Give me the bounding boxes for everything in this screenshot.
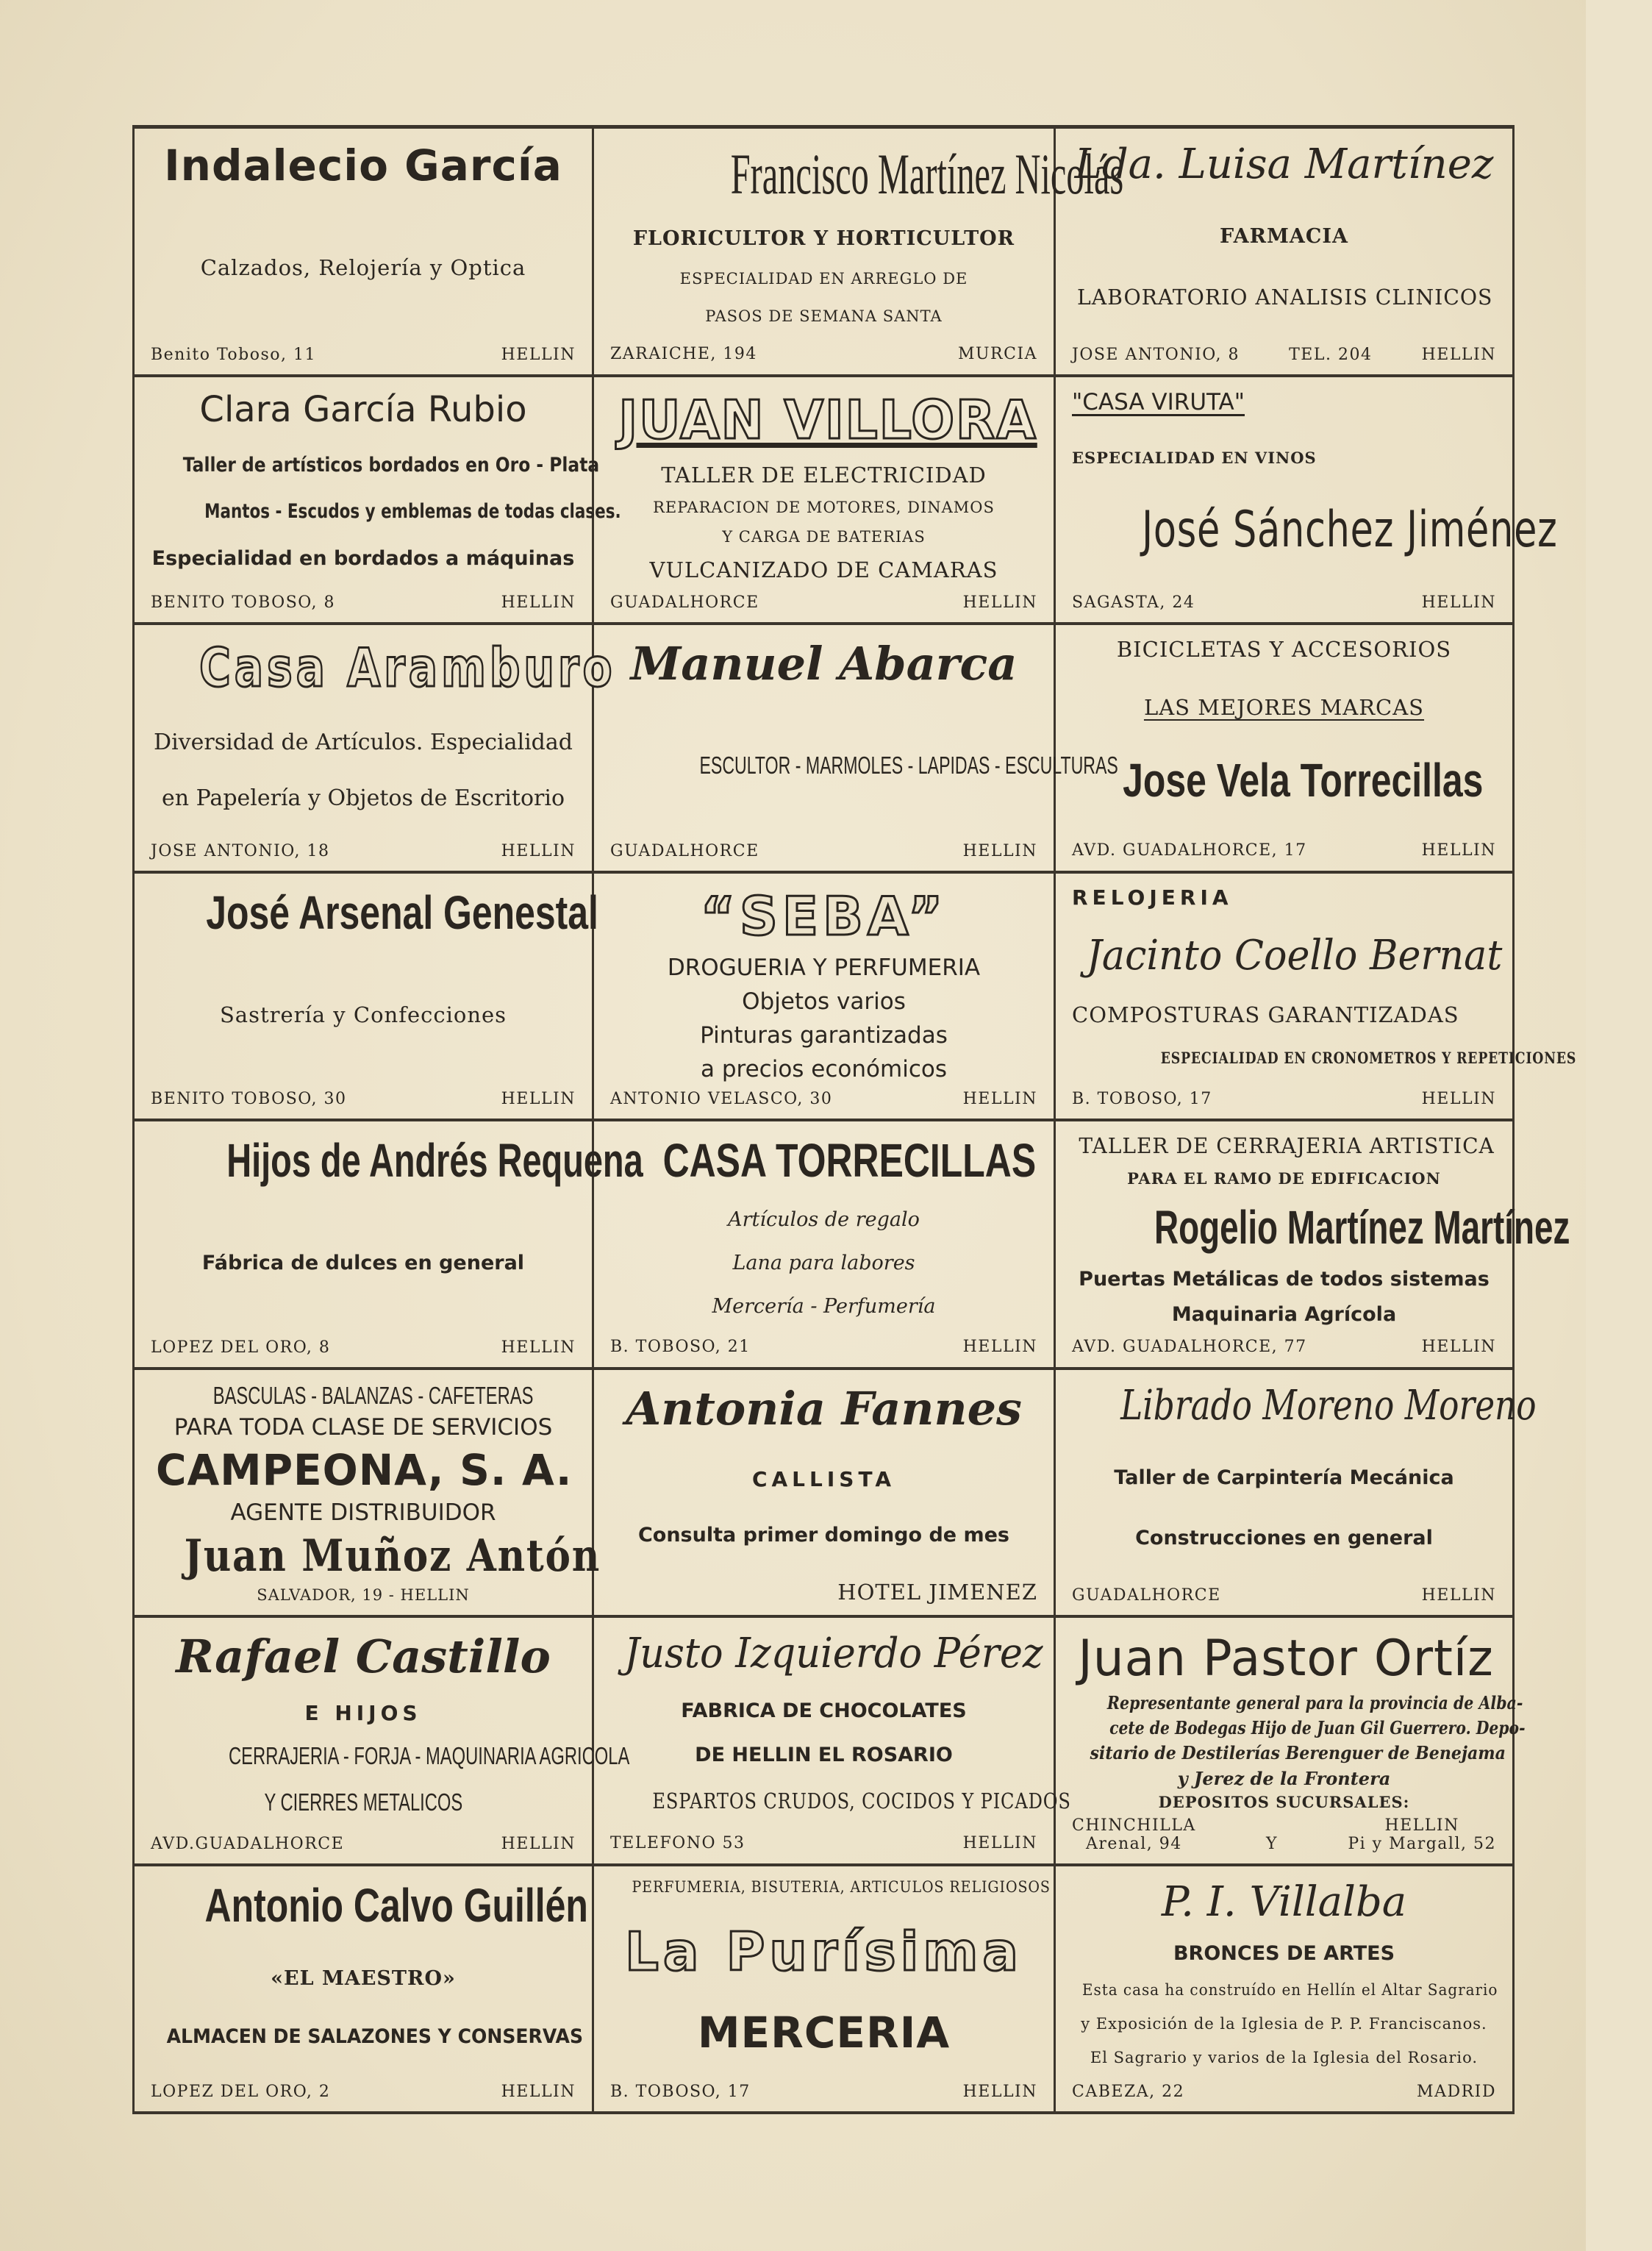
line-text: ALMACEN DE SALAZONES Y CONSERVAS: [166, 2025, 584, 2048]
ad-address-row: [610, 1338, 1037, 1356]
ad-juan-villora: [594, 377, 1056, 626]
business-name-text: Jose Vela Torrecillas: [1123, 754, 1484, 807]
ad-text-line: [1072, 1942, 1496, 1966]
ad-text-line: [610, 1699, 1037, 1723]
ad-text-line: [610, 1056, 1037, 1083]
ad-address: AVD. GUADALHORCE, 77: [1072, 1338, 1307, 1357]
ad-branches-row: [1072, 1816, 1496, 1853]
business-name-text: Lda. Luisa Martínez: [1074, 140, 1494, 188]
ad-text-line: [1072, 695, 1496, 720]
ad-campeona: [132, 1370, 601, 1619]
ad-text-line: [1072, 1133, 1496, 1158]
ad-justo-izquierdo-perez: [594, 1618, 1071, 1866]
ad-text-line: [610, 270, 1037, 288]
ad-text-line: [610, 1580, 1037, 1605]
branch-address: Arenal, 94: [1086, 1834, 1182, 1853]
ad-text-line: [610, 557, 1037, 582]
line-text: ESPECIALIDAD EN VINOS: [1072, 448, 1317, 467]
line-text: PERFUMERIA, BISUTERIA, ARTICULOS RELIGIOSOS: [632, 1877, 1051, 1896]
ad-text-line: [1072, 2015, 1496, 2033]
ad-address: TELEFONO 53: [610, 1834, 745, 1853]
business-name-text: Jacinto Coello Bernat: [1086, 931, 1503, 980]
line-text: Juan Muñoz Antón: [184, 1530, 601, 1582]
ad-text-line: [1072, 1794, 1496, 1812]
line-text: Mercería - Perfumería: [712, 1294, 936, 1318]
line-text: LABORATORIO ANALISIS CLINICOS: [1076, 284, 1493, 310]
line-text: «EL MAESTRO»: [271, 1967, 456, 1991]
line-text: El Sagrario y varios de la Iglesia del Rosario.: [1090, 2048, 1478, 2066]
line-text: ESCULTOR - MARMOLES - LAPIDAS - ESCULTURAS: [699, 752, 1118, 780]
ad-town: HELLIN: [501, 1338, 576, 1357]
ad-address-row: [610, 1090, 1037, 1108]
ad-text-line: [610, 2008, 1037, 2058]
ad-casa-torrecillas: [594, 1121, 1056, 1370]
line-text: sitario de Destilerías Berenguer de Benejama: [1090, 1742, 1506, 1764]
business-name-text: Casa Aramburo: [199, 637, 616, 699]
ad-business-name: [1072, 1200, 1570, 1256]
line-text: Calzados, Relojería y Optica: [200, 255, 526, 281]
line-text: PARA TODA CLASE DE SERVICIOS: [174, 1413, 553, 1441]
ad-address-row: [151, 593, 576, 612]
ad-town: HELLIN: [1421, 1585, 1496, 1605]
ad-business-name: [610, 1382, 1037, 1435]
business-name-text: Clara García Rubio: [199, 388, 527, 430]
ad-address: GUADALHORCE: [610, 841, 759, 860]
business-name-text: Juan Pastor Ortíz: [1078, 1630, 1494, 1688]
ad-text-line: [151, 785, 576, 811]
line-text: COMPOSTURAS GARANTIZADAS: [1072, 1002, 1459, 1027]
business-name-text: Francisco Martínez Nicolás: [730, 142, 1124, 206]
line-text: Esta casa ha construído en Hellín el Altar Sagrario: [1081, 1980, 1498, 1999]
ad-business-name: [610, 637, 1037, 691]
ad-antonio-calvo-guillen: [132, 1866, 594, 2115]
ad-address: ZARAICHE, 194: [610, 345, 757, 364]
business-name-text: CAMPEONA, S. A.: [155, 1444, 573, 1495]
ad-text-line: [610, 307, 1037, 326]
ad-text-line: [1072, 2049, 1496, 2067]
advertisement-grid: [132, 125, 1577, 2114]
ad-address-row: [1072, 346, 1496, 364]
business-name-text: “SEBA”: [700, 885, 948, 947]
ad-business-name: [151, 637, 616, 699]
business-name-text: Hijos de Andrés Requena: [226, 1134, 643, 1187]
ad-address: BENITO TOBOSO, 8: [151, 593, 335, 612]
line-text: VULCANIZADO DE CAMARAS: [649, 557, 998, 582]
line-text: MERCERIA: [697, 2008, 951, 2058]
ad-text-line: [151, 1742, 630, 1771]
ad-address-row: [610, 593, 1037, 612]
line-text: CALLISTA: [751, 1467, 896, 1492]
ad-casa-viruta: [1056, 377, 1558, 626]
ad-address: B. TOBOSO, 17: [610, 2082, 751, 2101]
branch-chinchilla: [1072, 1816, 1196, 1853]
ad-business-name: [610, 389, 1037, 452]
ad-address: JOSE ANTONIO, 18: [151, 841, 330, 860]
ad-text-line: [1072, 1303, 1496, 1327]
ad-town: HELLIN: [962, 2082, 1037, 2101]
ad-francisco-martinez-nicolas: [594, 129, 1124, 377]
ad-hijos-de-andres-requena: [132, 1121, 643, 1370]
ad-town: MADRID: [1417, 2082, 1496, 2101]
ad-luisa-martinez: [1056, 129, 1515, 377]
ad-text-line: [1072, 449, 1496, 468]
ad-town: HELLIN: [962, 593, 1037, 612]
ad-town: HELLIN: [501, 841, 576, 860]
line-text: Representante general para la provincia de Alba-: [1106, 1692, 1523, 1714]
line-text: ESPECIALIDAD EN CRONOMETROS Y REPETICIONES: [1160, 1049, 1577, 1068]
ad-business-name: [151, 1878, 588, 1934]
ad-address-row: [151, 1090, 576, 1108]
ad-text-line: [151, 547, 576, 571]
ad-business-name: [610, 1921, 1037, 1983]
ad-address: ANTONIO VELASCO, 30: [610, 1089, 833, 1108]
business-name-text: Antonia Fannes: [626, 1381, 1022, 1435]
ad-business-name: [1072, 1878, 1496, 1927]
line-text: Especialidad en bordados a máquinas: [151, 546, 575, 570]
line-text: FLORICULTOR Y HORTICULTOR: [632, 227, 1015, 251]
ad-address-row: [1072, 841, 1496, 860]
ad-business-name: [151, 885, 598, 941]
ad-text-line: [610, 1877, 1051, 1897]
ad-town: HELLIN: [962, 841, 1037, 860]
line-text: Y CIERRES METALICOS: [264, 1788, 462, 1816]
ad-town: HELLIN: [501, 2083, 576, 2101]
business-name-text: CASA TORRECILLAS: [662, 1134, 1037, 1187]
ad-text-line: [151, 1701, 576, 1725]
ad-town: HELLIN: [1421, 1338, 1496, 1357]
branch-address: Pi y Margall, 52: [1348, 1834, 1496, 1853]
line-text: Taller de artísticos bordados en Oro - Plata: [182, 453, 600, 477]
line-text: y Exposición de la Iglesia de P. P. Franciscanos.: [1081, 2014, 1487, 2033]
business-name-text: Manuel Abarca: [630, 637, 1018, 691]
line-text: BICICLETAS Y ACCESORIOS: [1116, 637, 1452, 662]
ad-text-line: [151, 729, 576, 755]
ad-address-row: [610, 345, 1037, 363]
line-text: Pinturas garantizadas: [700, 1021, 948, 1049]
line-text: DEPOSITOS SUCURSALES:: [1158, 1792, 1410, 1811]
line-text: FABRICA DE CHOCOLATES: [681, 1699, 967, 1722]
line-text: Construcciones en general: [1135, 1526, 1433, 1549]
ad-text-line: [1072, 1049, 1577, 1068]
ad-address-row: [151, 1338, 576, 1357]
ad-text-line: [610, 227, 1037, 251]
line-text: SALVADOR, 19 - HELLIN: [257, 1586, 470, 1605]
ad-rogelio-martinez-martinez: [1056, 1121, 1570, 1370]
ad-business-name: [151, 389, 576, 431]
line-text: BRONCES DE ARTES: [1173, 1941, 1395, 1965]
ad-town: HELLIN: [501, 593, 576, 612]
line-text: Sastrería y Confecciones: [219, 1002, 507, 1028]
ad-text-line: [151, 255, 576, 280]
ad-business-name: [151, 140, 576, 190]
ad-text-line: [610, 1252, 1037, 1275]
line-text: Mantos - Escudos y emblemas de todas clases.: [204, 500, 621, 524]
ad-town: HELLIN: [962, 1834, 1037, 1853]
ad-text-line: [1072, 1527, 1496, 1550]
line-text: en Papelería y Objetos de Escritorio: [161, 785, 565, 812]
ad-address-row: [1072, 1090, 1496, 1108]
ad-address: JOSE ANTONIO, 8: [1072, 345, 1240, 364]
line-text: Y CARGA DE BATERIAS: [722, 527, 926, 546]
ad-address-row: [151, 2083, 576, 2101]
ad-text-line: [1072, 1268, 1496, 1291]
line-text: PARA EL RAMO DE EDIFICACION: [1127, 1169, 1441, 1188]
ad-indalecio-garcia: [132, 129, 594, 377]
ad-seba: [594, 874, 1056, 1122]
ad-text-line: [151, 2025, 584, 2049]
line-text: PASOS DE SEMANA SANTA: [705, 307, 943, 326]
ad-address-row: [610, 842, 1037, 860]
ad-address-row: [1072, 593, 1496, 612]
line-text: Maquinaria Agrícola: [1171, 1302, 1397, 1326]
ad-text-line: [1072, 1002, 1496, 1027]
line-text: Fábrica de dulces en general: [201, 1252, 525, 1275]
line-text: cete de Bodegas Hijo de Juan Gil Guerrero. Depo-: [1109, 1717, 1526, 1739]
ad-text-line: [610, 1208, 1037, 1232]
ad-text-line: [151, 1382, 576, 1410]
branch-town: HELLIN: [1384, 1816, 1459, 1835]
ad-business-name: [1072, 140, 1496, 189]
ad-text-line: [151, 500, 621, 524]
ad-town: HELLIN: [501, 1834, 576, 1853]
ad-business-name: [1072, 501, 1558, 560]
ad-business-name: [151, 1133, 643, 1189]
line-text: DE HELLIN EL ROSARIO: [695, 1744, 953, 1767]
line-text: LAS MEJORES MARCAS: [1143, 695, 1425, 721]
ad-address: B. TOBOSO, 21: [610, 1338, 751, 1357]
ad-town: HELLIN: [1421, 841, 1496, 860]
ad-antonia-fannes: [594, 1370, 1056, 1619]
ad-business-name: [610, 1630, 1043, 1678]
ad-address: LOPEZ DEL ORO, 8: [151, 1338, 331, 1357]
ad-text-line: [610, 1467, 1037, 1491]
ad-address: BENITO TOBOSO, 30: [151, 1089, 347, 1108]
branch-hellin: [1348, 1816, 1496, 1853]
business-name-text: JUAN VILLORA: [618, 388, 1037, 451]
line-text: BASCULAS - BALANZAS - CAFETERAS: [212, 1381, 534, 1409]
line-text: Puertas Metálicas de todos sistemas: [1079, 1267, 1490, 1291]
ad-address: B. TOBOSO, 17: [1072, 1089, 1212, 1108]
business-name-text: José Sánchez Jiménez: [1142, 501, 1558, 560]
line-text: Diversidad de Artículos. Especialidad: [154, 729, 573, 755]
ad-town: HELLIN: [962, 1338, 1037, 1357]
ad-business-name: [610, 1133, 1037, 1189]
ad-address: GUADALHORCE: [610, 593, 759, 612]
ad-text-line: [1072, 1466, 1496, 1490]
ad-text-line: [610, 752, 1118, 780]
line-text: RELOJERIA: [1072, 885, 1233, 910]
ad-town: HELLIN: [1421, 345, 1496, 364]
ad-text-line: [1072, 1717, 1526, 1739]
ad-text-line: [610, 528, 1037, 546]
line-text: HOTEL JIMENEZ: [837, 1579, 1037, 1605]
ad-text-line: [151, 1967, 576, 1991]
ad-text-line: [610, 1788, 1071, 1813]
ad-clara-garcia-rubio: [132, 377, 621, 626]
ad-text-line: [151, 1530, 601, 1583]
ad-text-line: [1072, 389, 1496, 416]
branch-town: CHINCHILLA: [1072, 1816, 1196, 1835]
ad-text-line: [1072, 1170, 1496, 1188]
ad-text-line: [610, 1524, 1037, 1547]
ad-text-line: [151, 1002, 576, 1027]
line-text: y Jerez de la Frontera: [1177, 1767, 1391, 1789]
ad-text-line: [610, 1295, 1037, 1319]
line-text: ESPARTOS CRUDOS, COCIDOS Y PICADOS: [652, 1788, 1071, 1813]
ad-business-name: [1072, 1630, 1496, 1688]
ad-casa-aramburo: [132, 625, 616, 874]
ad-address-row: [610, 1834, 1037, 1852]
ad-text-line: [151, 453, 600, 477]
ad-text-line: [1072, 1769, 1496, 1789]
line-text: TALLER DE ELECTRICIDAD: [661, 462, 987, 488]
line-text: TALLER DE CERRAJERIA ARTISTICA: [1079, 1133, 1495, 1158]
ad-address-row: [151, 1835, 576, 1853]
ad-town: HELLIN: [501, 1089, 576, 1108]
ad-text-line: [1072, 285, 1496, 310]
branch-separator: Y: [1266, 1834, 1279, 1853]
ad-address-row: [610, 2083, 1037, 2101]
business-name-text: Indalecio García: [164, 140, 562, 190]
business-name-text: P. I. Villalba: [1161, 1877, 1407, 1926]
line-text: Objetos varios: [742, 988, 906, 1015]
ad-town: HELLIN: [1421, 593, 1496, 612]
ad-business-name: [151, 1630, 576, 1683]
ad-text-line: [1072, 225, 1496, 249]
ad-business-name: [1072, 931, 1503, 980]
ad-text-line: [151, 1788, 576, 1817]
ad-business-name: [1072, 753, 1496, 809]
ad-text-line: [1072, 1742, 1506, 1764]
ad-address: AVD.GUADALHORCE: [151, 1834, 345, 1853]
ad-town: MURCIA: [957, 345, 1037, 364]
ad-address-row: [1072, 1586, 1496, 1605]
ad-address-row: [1072, 1338, 1496, 1356]
ad-text-line: [151, 1414, 576, 1441]
business-name-text: Rogelio Martínez Martínez: [1154, 1201, 1570, 1255]
ad-text-line: [610, 955, 1037, 982]
ad-town: HELLIN: [501, 345, 576, 364]
line-text: Lana para labores: [732, 1252, 915, 1275]
ad-town: HELLIN: [1421, 1089, 1496, 1108]
line-text: a precios económicos: [701, 1055, 947, 1082]
ad-address: GUADALHORCE: [1072, 1585, 1221, 1605]
business-name-text: La Purísima: [625, 1920, 1023, 1983]
ad-text-line: [610, 463, 1037, 488]
ad-juan-pastor-ortiz: [1056, 1618, 1526, 1866]
ad-address: SAGASTA, 24: [1072, 593, 1195, 612]
business-name-text: Librado Moreno Moreno: [1120, 1381, 1537, 1430]
ad-business-name: [610, 885, 1037, 948]
ad-text-line: [610, 1022, 1037, 1049]
business-name-text: Antonio Calvo Guillén: [204, 1878, 588, 1932]
line-text: AGENTE DISTRIBUIDOR: [230, 1499, 496, 1526]
ad-text-line: [1072, 637, 1496, 662]
ad-phone: TEL. 204: [1289, 345, 1373, 364]
line-text: DROGUERIA Y PERFUMERIA: [667, 954, 981, 981]
ad-text-line: [610, 499, 1037, 517]
line-text: "CASA VIRUTA": [1072, 388, 1245, 415]
line-text: REPARACION DE MOTORES, DINAMOS: [653, 498, 995, 516]
ad-text-line: [1072, 885, 1496, 910]
ad-rafael-castillo: [132, 1618, 630, 1866]
business-name-text: José Arsenal Genestal: [206, 885, 598, 939]
ad-jose-arsenal-genestal: [132, 874, 598, 1122]
line-text: E HIJOS: [304, 1700, 422, 1725]
ad-address: LOPEZ DEL ORO, 2: [151, 2083, 331, 2101]
ad-business-name: [1072, 1381, 1537, 1430]
ad-business-name: [151, 1445, 576, 1495]
ad-text-line: [610, 988, 1037, 1016]
ad-address: AVD. GUADALHORCE, 17: [1072, 841, 1307, 860]
ad-text-line: [1072, 1692, 1523, 1714]
ad-address: Benito Toboso, 11: [151, 345, 317, 364]
line-text: Taller de Carpintería Mecánica: [1114, 1466, 1454, 1490]
business-name-text: Rafael Castillo: [176, 1630, 551, 1683]
ad-librado-moreno-moreno: [1056, 1370, 1537, 1619]
line-text: ESPECIALIDAD EN ARREGLO DE: [679, 270, 968, 288]
ad-town: HELLIN: [962, 1089, 1037, 1108]
line-text: Consulta primer domingo de mes: [637, 1524, 1010, 1547]
ad-text-line: [151, 1499, 576, 1527]
ad-text-line: [610, 1744, 1037, 1767]
ad-manuel-abarca: [594, 625, 1118, 874]
ad-text-line: [151, 1252, 576, 1275]
ad-text-line: [1072, 1981, 1496, 1999]
business-name-text: Justo Izquierdo Pérez: [624, 1630, 1043, 1677]
line-text: FARMACIA: [1220, 224, 1348, 248]
ad-address-row: [151, 842, 576, 860]
ad-la-purisima: [594, 1866, 1056, 2115]
ad-address-row: [151, 346, 576, 364]
ad-jacinto-coello-bernat: [1056, 874, 1577, 1122]
line-text: CERRAJERIA - FORJA - MAQUINARIA AGRICOLA: [229, 1742, 630, 1770]
line-text: Artículos de regalo: [728, 1208, 920, 1232]
ad-address: CABEZA, 22: [1072, 2082, 1185, 2101]
ad-p-i-villalba: [1056, 1866, 1515, 2115]
ad-jose-vela-torrecillas: [1056, 625, 1515, 874]
ad-business-name: [610, 140, 1124, 208]
ad-text-line: [151, 1586, 576, 1605]
ad-address-row: [1072, 2083, 1496, 2101]
